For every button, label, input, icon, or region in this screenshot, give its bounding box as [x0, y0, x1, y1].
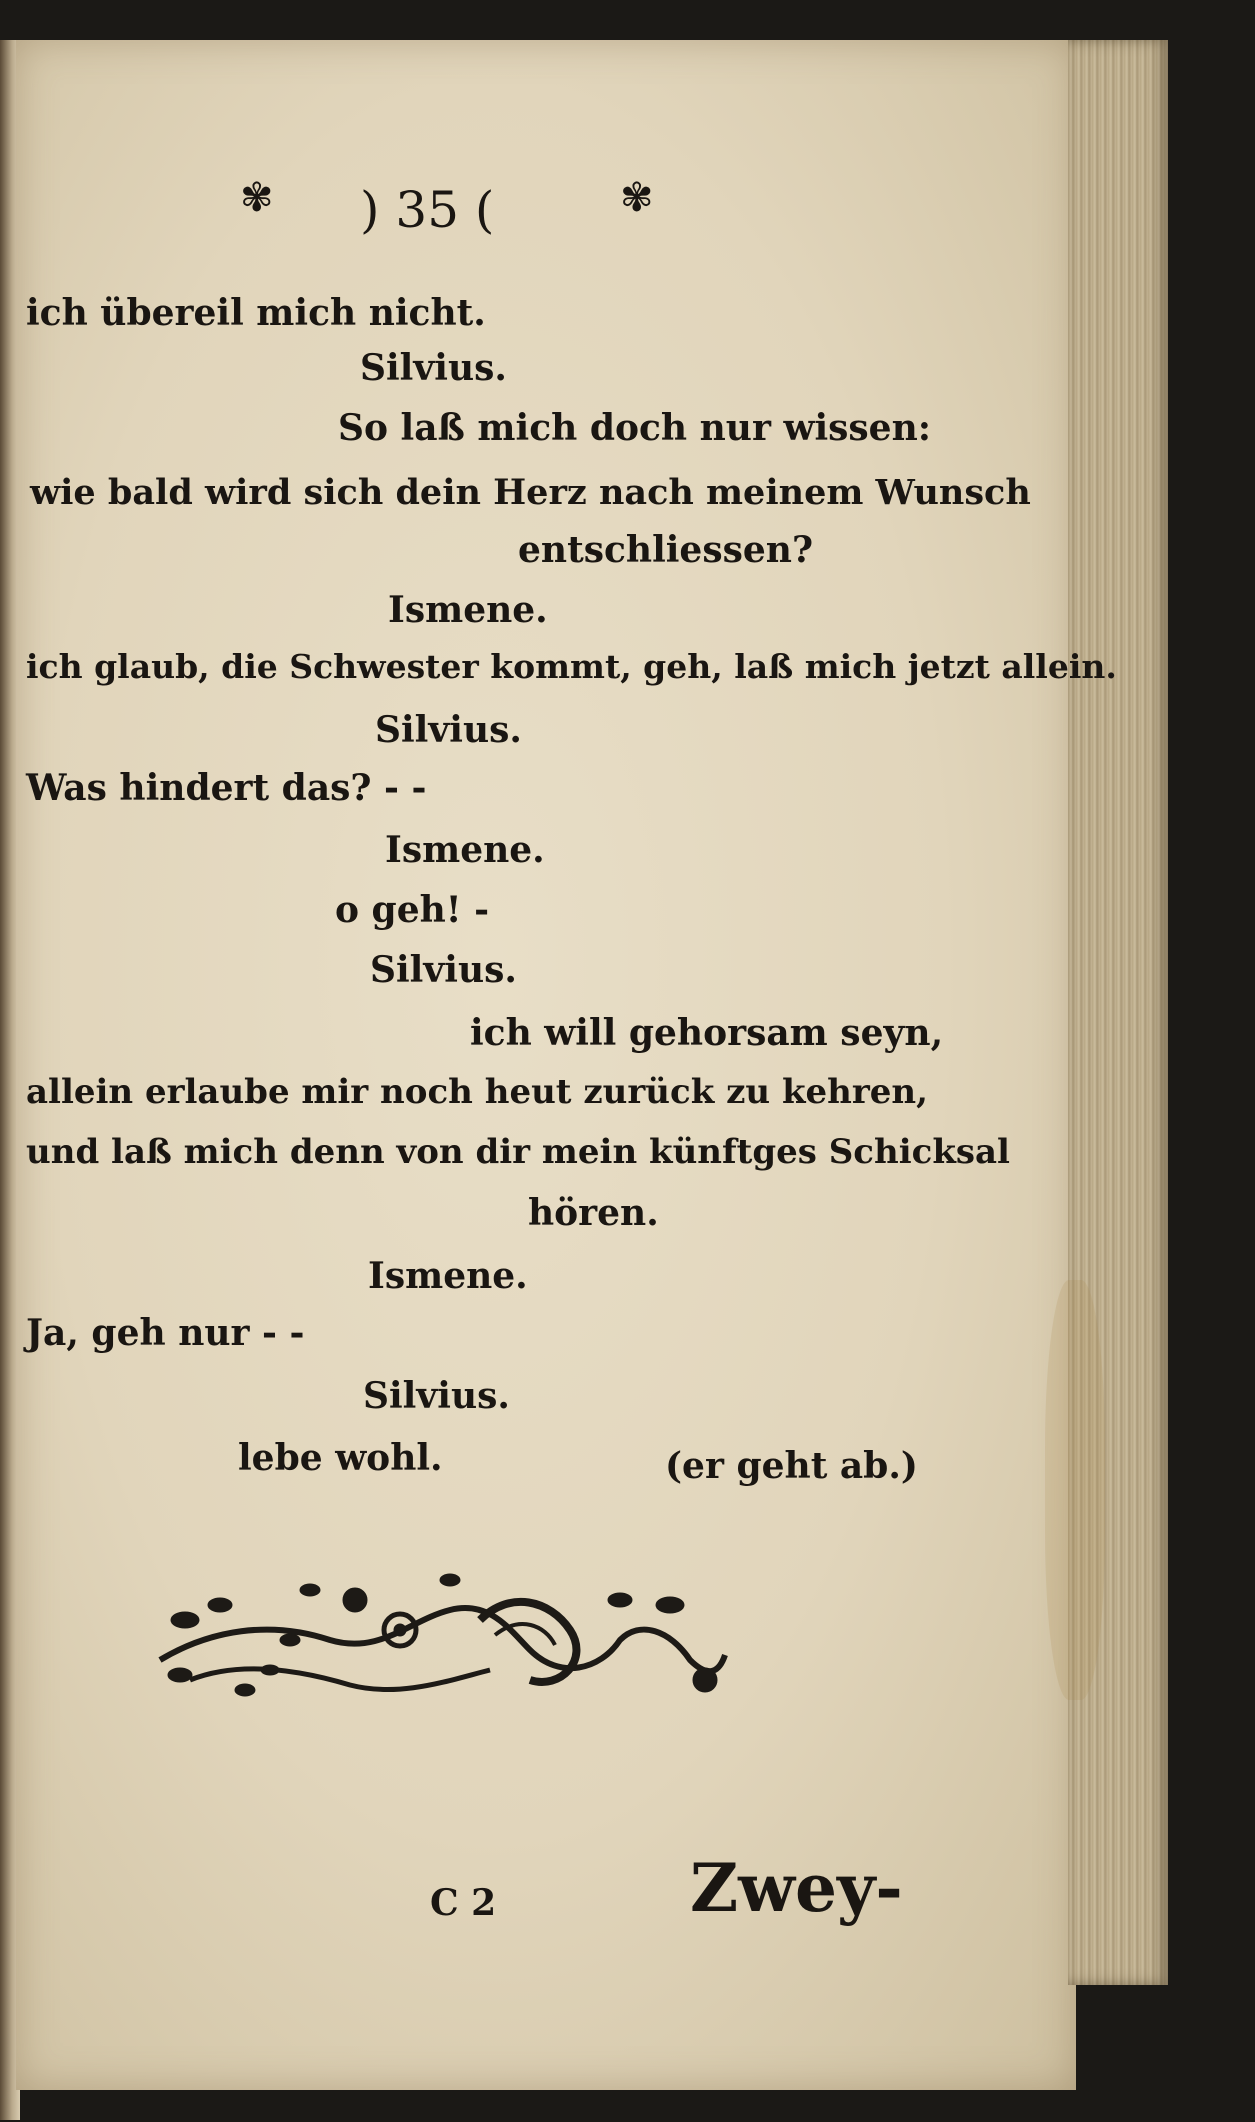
text-line: ich glaub, die Schwester kommt, geh, laß mich jetzt allein. [26, 647, 1117, 686]
text-line: hören. [528, 1192, 659, 1234]
speaker-name: Silvius. [363, 1375, 510, 1417]
speaker-name: Ismene. [385, 829, 545, 871]
header-ornament-left-icon: ✾ [240, 175, 274, 221]
page-number: ) 35 ( [360, 181, 495, 239]
text-line: wie bald wird sich dein Herz nach meinem Wunsch [30, 472, 1031, 513]
speaker-name: Ismene. [368, 1255, 528, 1297]
stage-direction: (er geht ab.) [665, 1445, 918, 1487]
text-line: allein erlaube mir noch heut zurück zu kehren, [26, 1072, 928, 1112]
text-line: Was hindert das? - - [26, 767, 427, 809]
speaker-name: Silvius. [375, 709, 522, 751]
text-line: entschliessen? [518, 529, 814, 571]
floral-vignette-icon [150, 1560, 730, 1710]
speaker-name: Ismene. [388, 589, 548, 631]
catchword: Zwey- [690, 1849, 903, 1927]
paper-stain [1045, 1280, 1105, 1700]
text-line: ich will gehorsam seyn, [470, 1012, 944, 1054]
book-page [16, 40, 1076, 2090]
text-line: lebe wohl. [238, 1437, 443, 1479]
speaker-name: Silvius. [360, 347, 507, 389]
text-line: So laß mich doch nur wissen: [338, 407, 932, 449]
text-line: ich übereil mich nicht. [26, 292, 486, 334]
text-line: o geh! - [335, 889, 490, 931]
text-line: Ja, geh nur - - [26, 1312, 305, 1354]
header-ornament-right-icon: ✾ [620, 175, 654, 221]
signature-mark: C 2 [430, 1882, 497, 1924]
text-line: und laß mich denn von dir mein künftges Schicksal [26, 1132, 1010, 1172]
speaker-name: Silvius. [370, 949, 517, 991]
